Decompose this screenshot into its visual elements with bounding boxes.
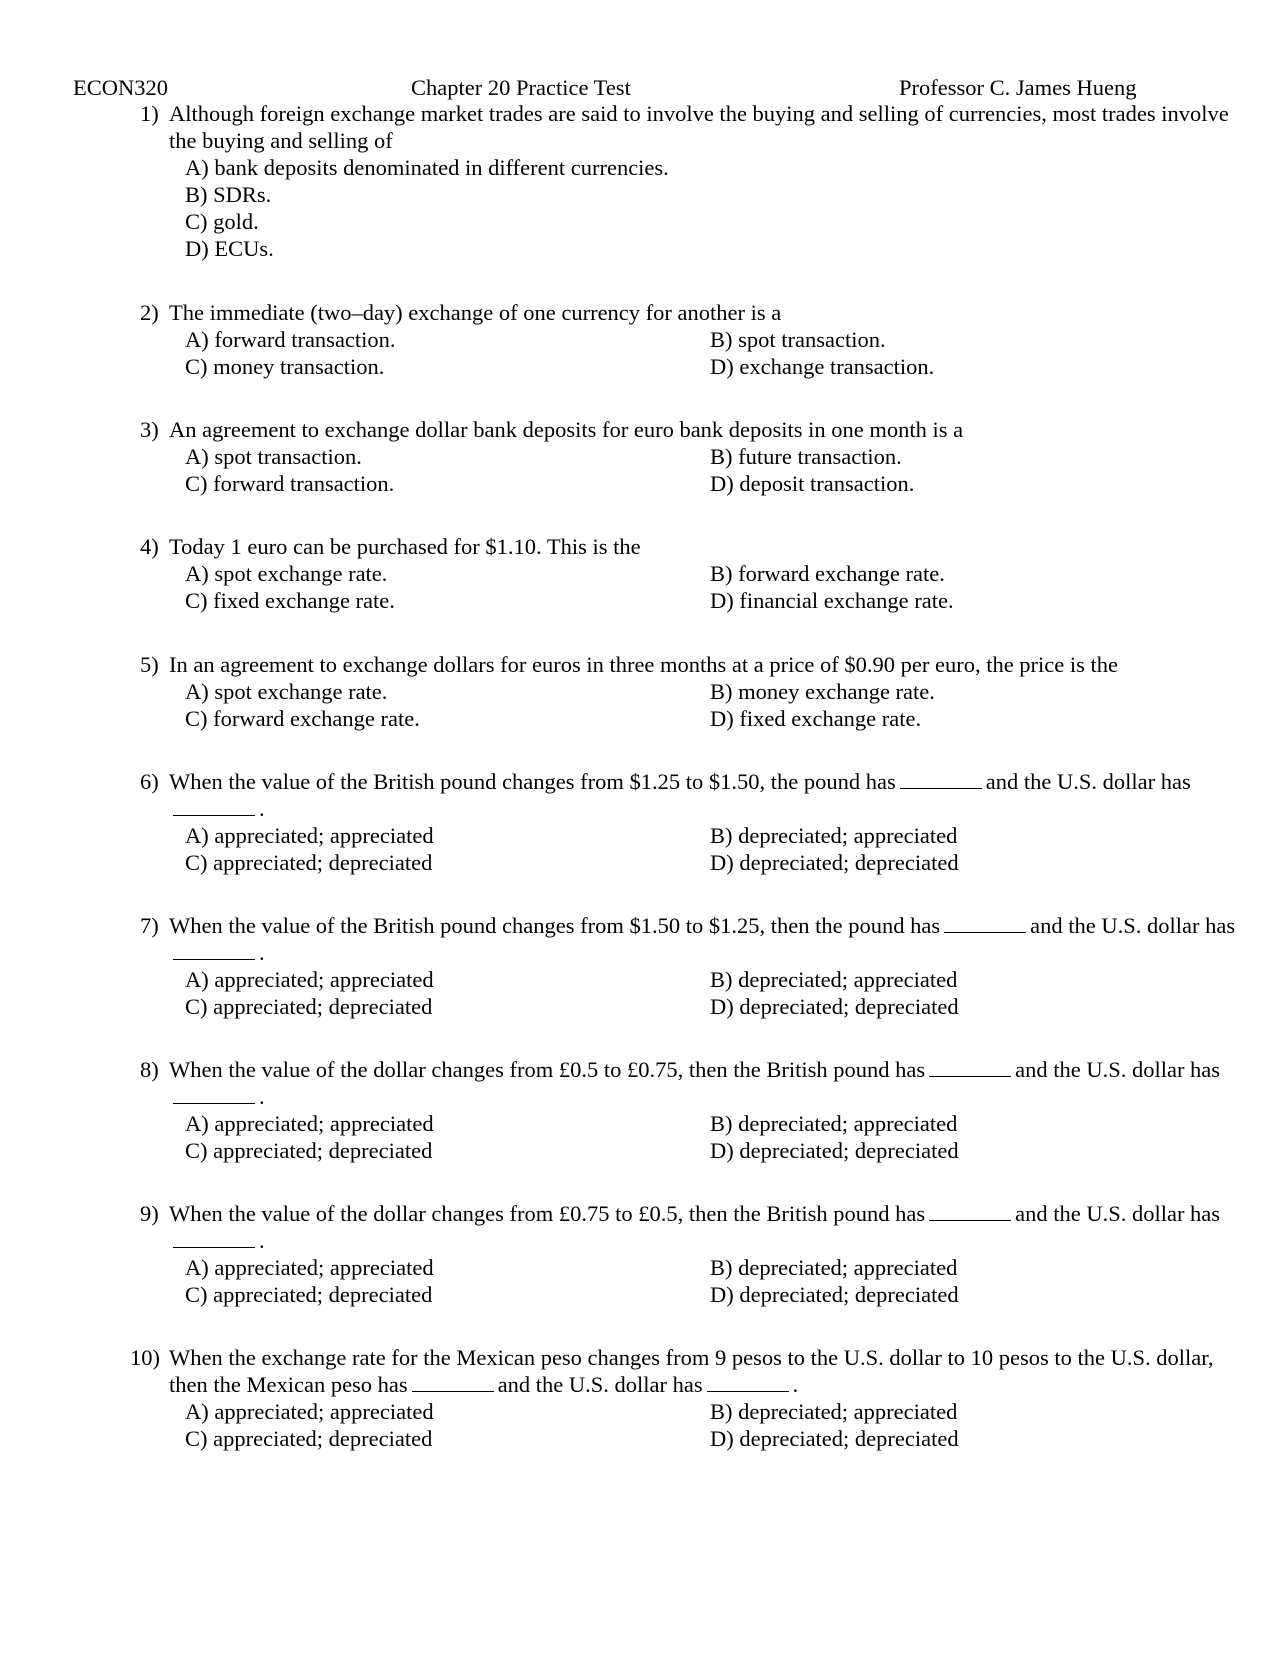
option-b: B) depreciated; appreciated: [710, 1399, 958, 1424]
question-5: [140, 651, 1250, 732]
instructor-name: Professor C. James Hueng: [899, 75, 1137, 100]
option-c: C) appreciated; depreciated: [185, 1282, 433, 1307]
question-number: 10): [130, 1345, 160, 1370]
question-text: The immediate (two–day) exchange of one currency for another is a: [169, 300, 782, 325]
option-d: D) financial exchange rate.: [710, 588, 954, 613]
option-d: D) depreciated; depreciated: [710, 1282, 959, 1307]
question-stem: [140, 533, 1250, 560]
question-7: [140, 912, 1250, 1020]
answer-blank: [412, 1391, 494, 1392]
option-d: D) depreciated; depreciated: [710, 850, 959, 875]
answer-options: [140, 443, 1250, 497]
option-a: A) appreciated; appreciated: [185, 1111, 434, 1136]
answer-options: [140, 154, 1250, 262]
option-d: D) depreciated; depreciated: [710, 1138, 959, 1163]
question-8: [140, 1056, 1250, 1164]
option-a: A) appreciated; appreciated: [185, 1399, 434, 1424]
answer-options: [140, 326, 1250, 380]
question-10: [130, 1344, 1250, 1452]
question-text: In an agreement to exchange dollars for euros in three months at a price of $0.90 per euro, the price is the: [169, 652, 1119, 677]
question-stem: [140, 768, 1250, 822]
question-number: 1): [140, 101, 159, 126]
question-text-part-1: When the value of the dollar changes from £0.75 to £0.5, then the British pound has: [169, 1201, 926, 1226]
answer-blank: [944, 932, 1026, 933]
test-title: Chapter 20 Practice Test: [411, 75, 631, 100]
answer-options: [140, 822, 1250, 876]
option-a: A) appreciated; appreciated: [185, 1255, 434, 1280]
question-text-part-1: When the value of the dollar changes from £0.5 to £0.75, then the British pound has: [169, 1057, 926, 1082]
option-b: B) depreciated; appreciated: [710, 823, 958, 848]
question-number: 4): [140, 534, 159, 559]
question-text-part-3: .: [792, 1372, 799, 1397]
answer-options: [140, 678, 1250, 732]
question-text-part-3: .: [259, 940, 265, 965]
option-b: B) money exchange rate.: [710, 679, 935, 704]
option-c: C) money transaction.: [185, 354, 385, 379]
option-d: D) deposit transaction.: [710, 471, 915, 496]
option-b: B) depreciated; appreciated: [710, 967, 958, 992]
course-code: ECON320: [73, 75, 168, 100]
option-c: C) appreciated; depreciated: [185, 994, 433, 1019]
question-4: [140, 533, 1250, 614]
option-c: C) appreciated; depreciated: [185, 1138, 433, 1163]
answer-blank: [929, 1076, 1011, 1077]
question-text-part-2: and the U.S. dollar has: [1030, 913, 1236, 938]
option-c: C) forward transaction.: [185, 471, 395, 496]
answer-options: [140, 1254, 1250, 1308]
question-text-part-3: .: [259, 1084, 265, 1109]
answer-blank: [173, 1103, 255, 1104]
question-stem: [140, 651, 1250, 678]
question-text: An agreement to exchange dollar bank deposits for euro bank deposits in one month is a: [169, 417, 964, 442]
option-d: D) depreciated; depreciated: [710, 1426, 959, 1451]
question-3: [140, 416, 1250, 497]
question-stem: [140, 1200, 1250, 1254]
answer-options: [140, 966, 1250, 1020]
question-stem: [140, 416, 1250, 443]
question-text-part-2: and the U.S. dollar has: [497, 1372, 703, 1397]
option-b: B) future transaction.: [710, 444, 902, 469]
answer-blank: [900, 788, 982, 789]
option-b: B) spot transaction.: [710, 327, 886, 352]
answer-blank: [173, 815, 255, 816]
page-header: [0, 74, 1280, 102]
question-stem: [140, 100, 1250, 154]
question-number: 6): [140, 769, 159, 794]
answer-blank: [707, 1391, 789, 1392]
option-c: C) forward exchange rate.: [185, 706, 420, 731]
question-text-part-1: When the value of the British pound changes from $1.25 to $1.50, the pound has: [169, 769, 896, 794]
question-text: Today 1 euro can be purchased for $1.10. This is the: [169, 534, 641, 559]
question-number: 3): [140, 417, 159, 442]
option-d: D) fixed exchange rate.: [710, 706, 922, 731]
option-b: B) forward exchange rate.: [710, 561, 945, 586]
question-stem: [130, 1344, 1250, 1398]
answer-blank: [929, 1220, 1011, 1221]
answer-blank: [173, 1247, 255, 1248]
question-number: 9): [140, 1201, 159, 1226]
answer-options: [140, 1398, 1250, 1452]
question-text: Although foreign exchange market trades are said to involve the buying and selling of currencies, most trades involve the buying and selling of: [169, 101, 1229, 153]
option-d: D) depreciated; depreciated: [710, 994, 959, 1019]
option-a: A) spot exchange rate.: [185, 561, 388, 586]
question-text-part-3: .: [259, 1228, 265, 1253]
option-c: C) fixed exchange rate.: [185, 588, 395, 613]
option-b: B) depreciated; appreciated: [710, 1255, 958, 1280]
option-c: C) gold.: [185, 209, 259, 234]
option-a: A) spot transaction.: [185, 444, 362, 469]
question-2: [140, 299, 1250, 380]
option-a: A) spot exchange rate.: [185, 679, 388, 704]
option-a: A) appreciated; appreciated: [185, 823, 434, 848]
question-text-part-2: and the U.S. dollar has: [1015, 1057, 1221, 1082]
question-stem: [140, 299, 1250, 326]
question-number: 7): [140, 913, 159, 938]
question-text-part-2: and the U.S. dollar has: [985, 769, 1191, 794]
option-c: C) appreciated; depreciated: [185, 850, 433, 875]
option-d: D) exchange transaction.: [710, 354, 935, 379]
option-a: A) appreciated; appreciated: [185, 967, 434, 992]
question-6: [140, 768, 1250, 876]
question-text-part-3: .: [259, 796, 265, 821]
question-9: [140, 1200, 1250, 1308]
option-a: A) forward transaction.: [185, 327, 396, 352]
option-a: A) bank deposits denominated in different currencies.: [185, 155, 669, 180]
question-number: 5): [140, 652, 159, 677]
option-b: B) depreciated; appreciated: [710, 1111, 958, 1136]
question-stem: [140, 1056, 1250, 1110]
option-b: B) SDRs.: [185, 182, 272, 207]
question-number: 8): [140, 1057, 159, 1082]
answer-options: [140, 560, 1250, 614]
question-text-part-2: and the U.S. dollar has: [1015, 1201, 1221, 1226]
question-text-part-1: When the exchange rate for the Mexican peso changes from 9 pesos to the U.S. dollar to 10 pesos to the U.S. dollar, then the Mexican peso has: [169, 1345, 1214, 1397]
option-d: D) ECUs.: [185, 236, 274, 261]
question-number: 2): [140, 300, 159, 325]
question-stem: [140, 912, 1250, 966]
question-text-part-1: When the value of the British pound changes from $1.50 to $1.25, then the pound has: [169, 913, 941, 938]
answer-blank: [173, 959, 255, 960]
question-1: [140, 100, 1250, 262]
answer-options: [140, 1110, 1250, 1164]
option-c: C) appreciated; depreciated: [185, 1426, 433, 1451]
